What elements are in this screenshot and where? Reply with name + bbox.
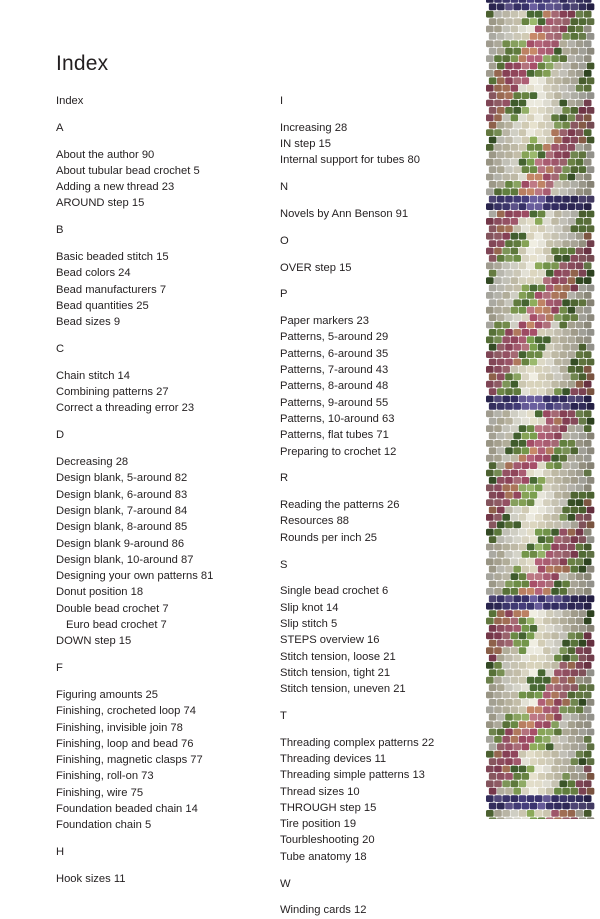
index-letter-heading: I (280, 95, 284, 107)
index-entry: Design blank 9-around 86 (56, 537, 185, 550)
index-letter-heading: F (56, 662, 63, 675)
index-entry: Threading devices 11 (280, 753, 387, 765)
beaded-rope-svg (480, 0, 600, 819)
index-entry: Patterns, 7-around 43 (280, 364, 389, 377)
index-entry: Design blank, 10-around 87 (56, 553, 194, 566)
index-letter-heading: N (280, 181, 289, 194)
index-entry: Patterns, 8-around 48 (280, 380, 389, 393)
index-entry: Finishing, invisible join 78 (56, 721, 183, 734)
index-letter-heading: P (280, 288, 288, 301)
index-entry: Slip knot 14 (280, 601, 339, 614)
index-entry: Design blank, 5-around 82 (56, 472, 188, 485)
index-entry: Tire position 19 (280, 818, 357, 831)
index-entry: Stitch tension, tight 21 (280, 666, 391, 679)
index-entry: Winding cards 12 (280, 904, 367, 917)
index-spacer (280, 724, 480, 735)
index-spacer (280, 546, 480, 557)
index-entry: Paper markers 23 (280, 315, 369, 328)
index-spacer (280, 487, 480, 498)
index-letter-heading: H (56, 846, 65, 859)
index-letter-heading: O (280, 234, 289, 247)
index-spacer (280, 222, 480, 233)
index-entry: Design blank, 6-around 83 (56, 488, 188, 501)
index-entry: Index (56, 95, 84, 107)
index-entry: THROUGH step 15 (280, 801, 377, 814)
index-entry: Threading simple patterns 13 (280, 769, 425, 782)
index-entry: Finishing, loop and bead 76 (56, 737, 194, 750)
index-spacer (56, 860, 266, 871)
index-spacer (280, 109, 480, 120)
index-entry: Decreasing 28 (56, 456, 129, 469)
index-entry: Finishing, wire 75 (56, 786, 144, 799)
index-entry: Rounds per inch 25 (280, 531, 378, 544)
index-entry: Tourbleshooting 20 (280, 834, 375, 847)
index-entry: IN step 15 (280, 138, 331, 151)
index-spacer (280, 573, 480, 584)
index-entry: Tube anatomy 18 (280, 850, 367, 863)
index-entry: Patterns, 10-around 63 (280, 412, 395, 425)
page-title: Index (56, 52, 109, 75)
index-spacer (56, 834, 266, 845)
index-spacer (56, 357, 266, 368)
index-entry: Stitch tension, loose 21 (280, 650, 396, 663)
index-entry: Designing your own patterns 81 (56, 570, 214, 583)
index-entry: About tubular bead crochet 5 (56, 164, 200, 177)
index-entry: Internal support for tubes 80 (280, 154, 420, 167)
index-letter-heading: R (280, 472, 289, 485)
index-entry: Figuring amounts 25 (56, 688, 158, 701)
index-spacer (280, 303, 480, 314)
index-entry: Design blank, 8-around 85 (56, 521, 188, 534)
index-entry: Chain stitch 14 (56, 369, 131, 382)
index-letter-heading: S (280, 558, 288, 571)
index-entry: Donut position 18 (56, 586, 144, 599)
index-spacer (280, 460, 480, 471)
index-entry: Novels by Ann Benson 91 (280, 207, 409, 220)
index-entry: Finishing, roll-on 73 (56, 770, 154, 783)
index-entry: Bead colors 24 (56, 267, 131, 280)
index-spacer (56, 212, 266, 223)
index-entry: Preparing to crochet 12 (280, 445, 397, 458)
index-entry: Foundation chain 5 (56, 819, 152, 832)
beaded-rope-illustration (480, 0, 600, 819)
index-entry: Slip stitch 5 (280, 617, 338, 630)
index-entry: Patterns, 9-around 55 (280, 396, 389, 409)
index-entry: Adding a new thread 23 (56, 181, 175, 194)
index-entry: Reading the patterns 26 (280, 499, 400, 512)
index-entry: Correct a threading error 23 (56, 402, 195, 415)
index-entry: Double bead crochet 7 (56, 602, 169, 615)
index-entry: Basic beaded stitch 15 (56, 251, 169, 264)
index-spacer (56, 444, 266, 455)
index-letter-heading: A (56, 121, 64, 134)
index-letter-heading: T (280, 709, 287, 722)
index-letter-heading: D (56, 429, 65, 442)
index-entry: STEPS overview 16 (280, 634, 380, 647)
index-letter-heading: W (280, 877, 291, 890)
index-entry: Resources 88 (280, 515, 350, 528)
index-spacer (56, 417, 266, 428)
index-column-right (280, 93, 480, 919)
index-spacer (56, 239, 266, 250)
index-entry: Threading complex patterns 22 (280, 736, 435, 749)
index-entry: Finishing, magnetic clasps 77 (56, 754, 203, 767)
index-spacer (280, 169, 480, 180)
index-entry: Single bead crochet 6 (280, 585, 389, 598)
index-spacer (56, 676, 266, 687)
index-spacer (56, 109, 266, 120)
index-entry: Bead manufacturers 7 (56, 283, 167, 296)
index-entry: Bead quantities 25 (56, 299, 149, 312)
index-column-left (56, 93, 266, 887)
index-entry: AROUND step 15 (56, 197, 145, 210)
index-entry: About the author 90 (56, 148, 155, 161)
index-entry: Patterns, flat tubes 71 (280, 429, 389, 442)
index-entry: Design blank, 7-around 84 (56, 504, 188, 517)
index-spacer (56, 650, 266, 661)
index-entry: Hook sizes 11 (56, 872, 126, 885)
index-entry: Euro bead crochet 7 (66, 619, 167, 632)
index-entry: Combining patterns 27 (56, 386, 169, 399)
index-spacer (280, 276, 480, 287)
index-spacer (280, 697, 480, 708)
index-spacer (56, 331, 266, 342)
index-entry: OVER step 15 (280, 261, 352, 274)
index-spacer (280, 892, 480, 903)
index-entry: Patterns, 6-around 35 (280, 347, 389, 360)
index-spacer (280, 249, 480, 260)
index-entry: Finishing, crocheted loop 74 (56, 705, 196, 718)
index-entry: Bead sizes 9 (56, 316, 121, 329)
index-entry: Foundation beaded chain 14 (56, 802, 198, 815)
index-letter-heading: B (56, 224, 64, 237)
index-entry: Stitch tension, uneven 21 (280, 683, 406, 696)
index-spacer (280, 195, 480, 206)
index-entry: Increasing 28 (280, 121, 348, 134)
index-spacer (56, 136, 266, 147)
index-entry: DOWN step 15 (56, 635, 132, 648)
index-entry: Thread sizes 10 (280, 785, 360, 798)
index-spacer (280, 865, 480, 876)
index-entry: Patterns, 5-around 29 (280, 331, 389, 344)
index-letter-heading: C (56, 343, 65, 356)
